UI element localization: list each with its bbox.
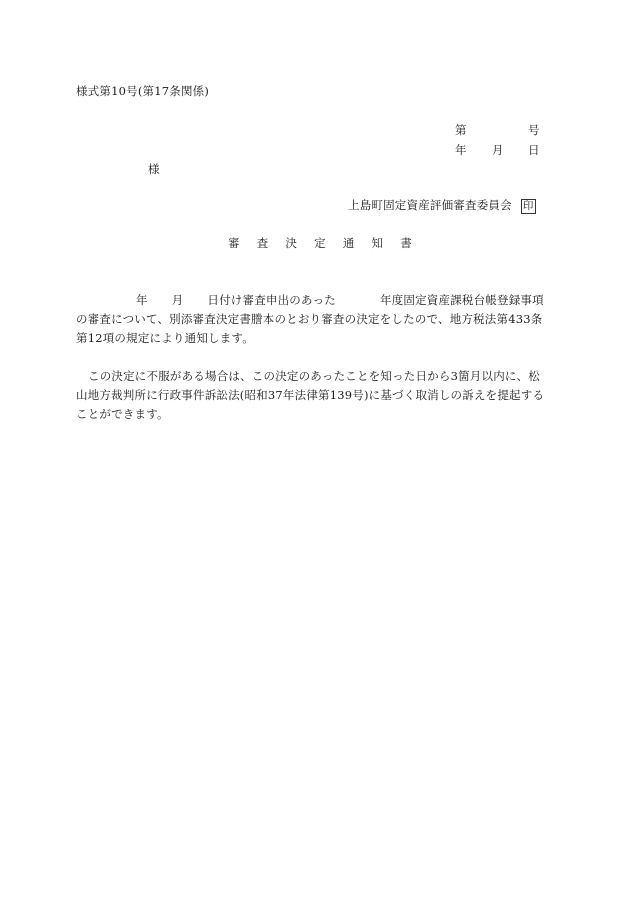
- body-paragraph-1-line-2: の審査について、別添審査決定書謄本のとおり審査の決定をしたので、地方税法第433条: [76, 312, 543, 326]
- body-month-label: 月: [171, 293, 184, 307]
- document-title: [228, 235, 412, 251]
- document-number-label: 第: [455, 123, 467, 137]
- title-char: 査: [256, 236, 269, 250]
- title-char: 審: [228, 236, 240, 250]
- body-text: 年度固定資産課税台帳登録事項: [380, 293, 544, 307]
- form-number: 様式第10号(第17条関係): [76, 84, 210, 98]
- document-number-suffix: 号: [528, 123, 540, 137]
- body-paragraph-1-line-3: 第12項の規定により通知します。: [76, 331, 254, 345]
- title-char: 通: [342, 236, 355, 250]
- addressee-honorific: 様: [148, 162, 160, 176]
- date-month-label: 月: [492, 143, 504, 157]
- issuer-name: 上島町固定資産評価審査委員会: [348, 198, 512, 212]
- body-paragraph-2-line-2: 山地方裁判所に行政事件訴訟法(昭和37年法律第139号)に基づく取消しの訴えを提起する: [76, 388, 545, 402]
- date-day-label: 日: [528, 143, 540, 157]
- body-text: この決定に不服がある場合は、この決定のあったことを知った日から3箇月以内に、松: [88, 369, 540, 383]
- body-text: 日付け審査申出のあった: [207, 293, 336, 307]
- body-paragraph-1-line-1: [76, 292, 544, 308]
- body-paragraph-2-line-3: ことができます。: [76, 407, 169, 421]
- title-char: 知: [371, 236, 384, 250]
- date-year-label: 年: [455, 143, 467, 157]
- body-year-label: 年: [136, 293, 148, 307]
- title-char: 決: [285, 236, 298, 250]
- seal-mark: 印: [522, 200, 534, 212]
- issuer-line: [348, 197, 536, 214]
- title-char: 定: [314, 236, 326, 250]
- title-char: 書: [400, 236, 412, 250]
- body-paragraph-2-line-1: [76, 368, 540, 384]
